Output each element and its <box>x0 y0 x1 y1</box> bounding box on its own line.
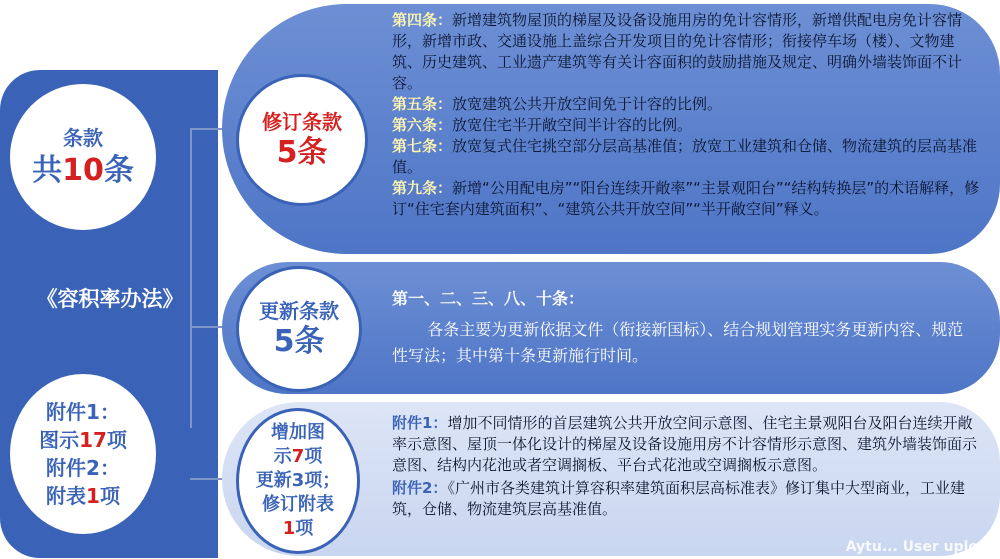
attachment1-count <box>39 426 127 454</box>
attachments-detail-circle <box>236 408 360 554</box>
added-l5-suffix: 项 <box>295 518 314 539</box>
attachment1-suffix: 项 <box>106 428 127 452</box>
added-l3: 更新3项； <box>255 470 341 491</box>
added-l5 <box>283 517 314 541</box>
clause-text: 放宽建筑公共开放空间免于计容的比例。 <box>452 95 723 113</box>
revised-count: 5条 <box>276 135 328 170</box>
clause-item <box>392 94 982 115</box>
clause-text: 放宽复式住宅挑空部分层高基准值；放宽工业建筑和仓储、物流建筑的层高基准值。 <box>392 137 978 176</box>
updated-label: 更新条款 <box>259 299 339 323</box>
attachment-item <box>392 413 982 476</box>
attachment1-number: 17 <box>79 428 107 452</box>
updated-text: 各条主要为更新依据文件（衔接新国标）、结合规划管理实务更新内容、规范性写法；其中第十条更新施行时间。 <box>392 320 964 365</box>
added-l4: 修订附表 <box>262 494 334 515</box>
attachment2-count <box>46 482 120 510</box>
revised-clauses-circle <box>236 74 368 206</box>
added-l5-number: 1 <box>282 518 296 539</box>
clause-text: 新增建筑物屋顶的梯屋及设备设施用房的免计容情形，新增供配电房免计容情形，新增市政、交通设施上盖综合开发项目的免计容情形；衔接停车场（楼）、文物建筑、历史建筑、工业遗产建筑等有关计容面积的鼓励措施及规定、明确外墙装饰面不计容。 <box>392 11 963 92</box>
clause-item <box>392 10 982 94</box>
regulation-title: 《容积率办法》 <box>36 287 184 311</box>
total-clauses-circle <box>6 80 160 234</box>
updated-clauses-circle <box>236 266 362 392</box>
clause-keyword: 第七条： <box>392 137 453 155</box>
clause-item <box>392 178 982 220</box>
clause-keyword: 第九条： <box>392 179 453 197</box>
clause-keyword: 第六条： <box>392 116 453 134</box>
attachment2-label: 附件2： <box>46 456 120 480</box>
added-l1: 增加图 <box>271 422 325 443</box>
attachments-text <box>392 413 982 520</box>
updated-count: 5条 <box>273 324 325 359</box>
attachment2-prefix: 附表 <box>46 484 87 508</box>
clauses-total <box>32 152 134 190</box>
attachment2-suffix: 项 <box>99 484 120 508</box>
revised-label: 修订条款 <box>262 110 342 134</box>
revised-clauses-text <box>392 10 982 220</box>
clause-item <box>392 115 982 136</box>
attachment1-label: 附件1： <box>46 400 120 424</box>
clause-keyword: 第四条： <box>392 11 453 29</box>
total-number: 10 <box>62 153 104 188</box>
attachment1-prefix: 图示 <box>39 428 80 452</box>
clause-text: 放宽住宅半开敞空间半计容的比例。 <box>452 116 693 134</box>
attachment-item <box>392 478 982 520</box>
attachments-circle <box>6 370 160 538</box>
added-l2 <box>274 445 323 469</box>
attachment-keyword: 附件2： <box>392 479 448 497</box>
clause-item <box>392 136 982 178</box>
clause-keyword: 第五条： <box>392 95 453 113</box>
attachment-text: 《广州市各类建筑计算容积率建筑面积层高标准表》修订集中大型商业，工业建筑，仓储、物流建筑层高基准值。 <box>392 479 965 518</box>
updated-clauses-text <box>392 288 972 369</box>
added-l2-suffix: 项 <box>304 446 323 467</box>
total-suffix: 条 <box>103 153 134 188</box>
attachment-keyword: 附件1： <box>392 414 448 432</box>
total-prefix: 共 <box>32 153 63 188</box>
watermark: Aytu... User uplo... <box>845 539 994 555</box>
connector-vertical <box>190 128 192 428</box>
updated-head: 第一、二、三、八、十条： <box>392 289 585 308</box>
clause-text: 新增“公用配电房”“阳台连续开敞率”“主景观阳台”“结构转换层”的术语解释，修订“住宅套内建筑面积”、“建筑公共开放空间”“半开敞空间”释义。 <box>392 179 980 218</box>
attachment-text: 增加不同情形的首层建筑公共开放空间示意图、住宅主景观阳台及阳台连续开敞率示意图、屋顶一体化设计的梯屋及设备设施用房不计容情形示意图、建筑外墙装饰面示意图、结构内花池或者空调搁板、平台式花池或空调搁板示意图。 <box>392 414 978 474</box>
clauses-label: 条款 <box>63 126 103 150</box>
attachment2-number: 1 <box>86 484 100 508</box>
added-l2-number: 7 <box>291 446 305 467</box>
added-l2-prefix: 示 <box>273 446 292 467</box>
